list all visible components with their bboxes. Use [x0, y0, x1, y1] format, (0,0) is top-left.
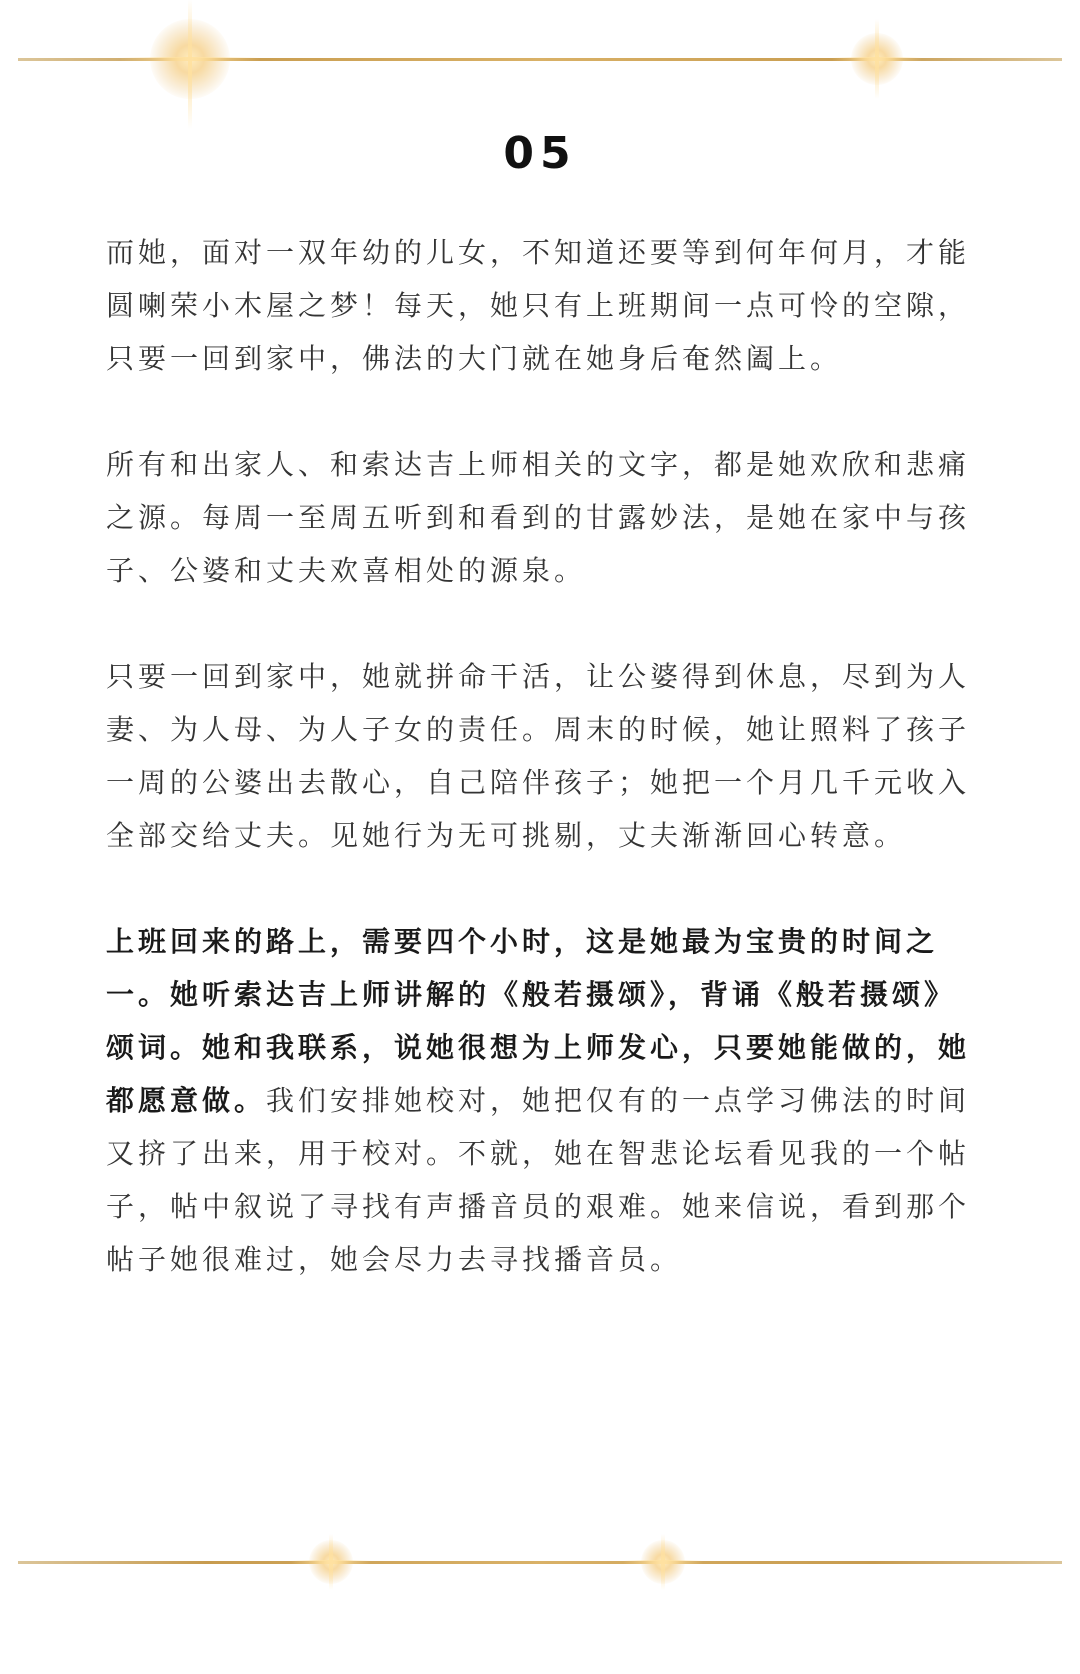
bottom-gold-divider: [18, 1561, 1062, 1564]
paragraph-1-text: 而她，面对一双年幼的儿女，不知道还要等到何年何月，才能圆喇荣小木屋之梦！每天，她只有上班期间一点可怜的空隙，只要一回到家中，佛法的大门就在她身后奄然阖上。: [106, 236, 971, 375]
paragraph-2: [106, 438, 986, 597]
paragraph-4: [106, 915, 986, 1286]
paragraph-4-text: 我们安排她校对，她把仅有的一点学习佛法的时间又挤了出来，用于校对。不就，她在智悲论坛看见我的一个帖子，帖中叙说了寻找有声播音员的艰难。她来信说，看到那个帖子她很难过，她会尽力去寻找播音员。: [106, 1084, 971, 1276]
paragraph-2-text: 所有和出家人、和索达吉上师相关的文字，都是她欢欣和悲痛之源。每周一至周五听到和看到的甘露妙法，是她在家中与孩子、公婆和丈夫欢喜相处的源泉。: [106, 448, 971, 587]
paragraph-1: [106, 226, 986, 385]
paragraph-3: [106, 650, 986, 862]
paragraph-4-bold-text: 上班回来的路上，需要四个小时，这是她最为宝贵的时间之一。她听索达吉上师讲解的《般若摄颂》，背诵《般若摄颂》颂词。她和我联系，说她很想为上师发心，只要她能做的，她都愿意做。: [106, 925, 971, 1117]
section-number-heading: 05: [503, 128, 577, 179]
paragraph-3-text: 只要一回到家中，她就拼命干活，让公婆得到休息，尽到为人妻、为人母、为人子女的责任。周末的时候，她让照料了孩子一周的公婆出去散心，自己陪伴孩子；她把一个月几千元收入全部交给丈夫。见她行为无可挑剔，丈夫渐渐回心转意。: [106, 660, 971, 852]
article-body: [106, 226, 986, 1339]
